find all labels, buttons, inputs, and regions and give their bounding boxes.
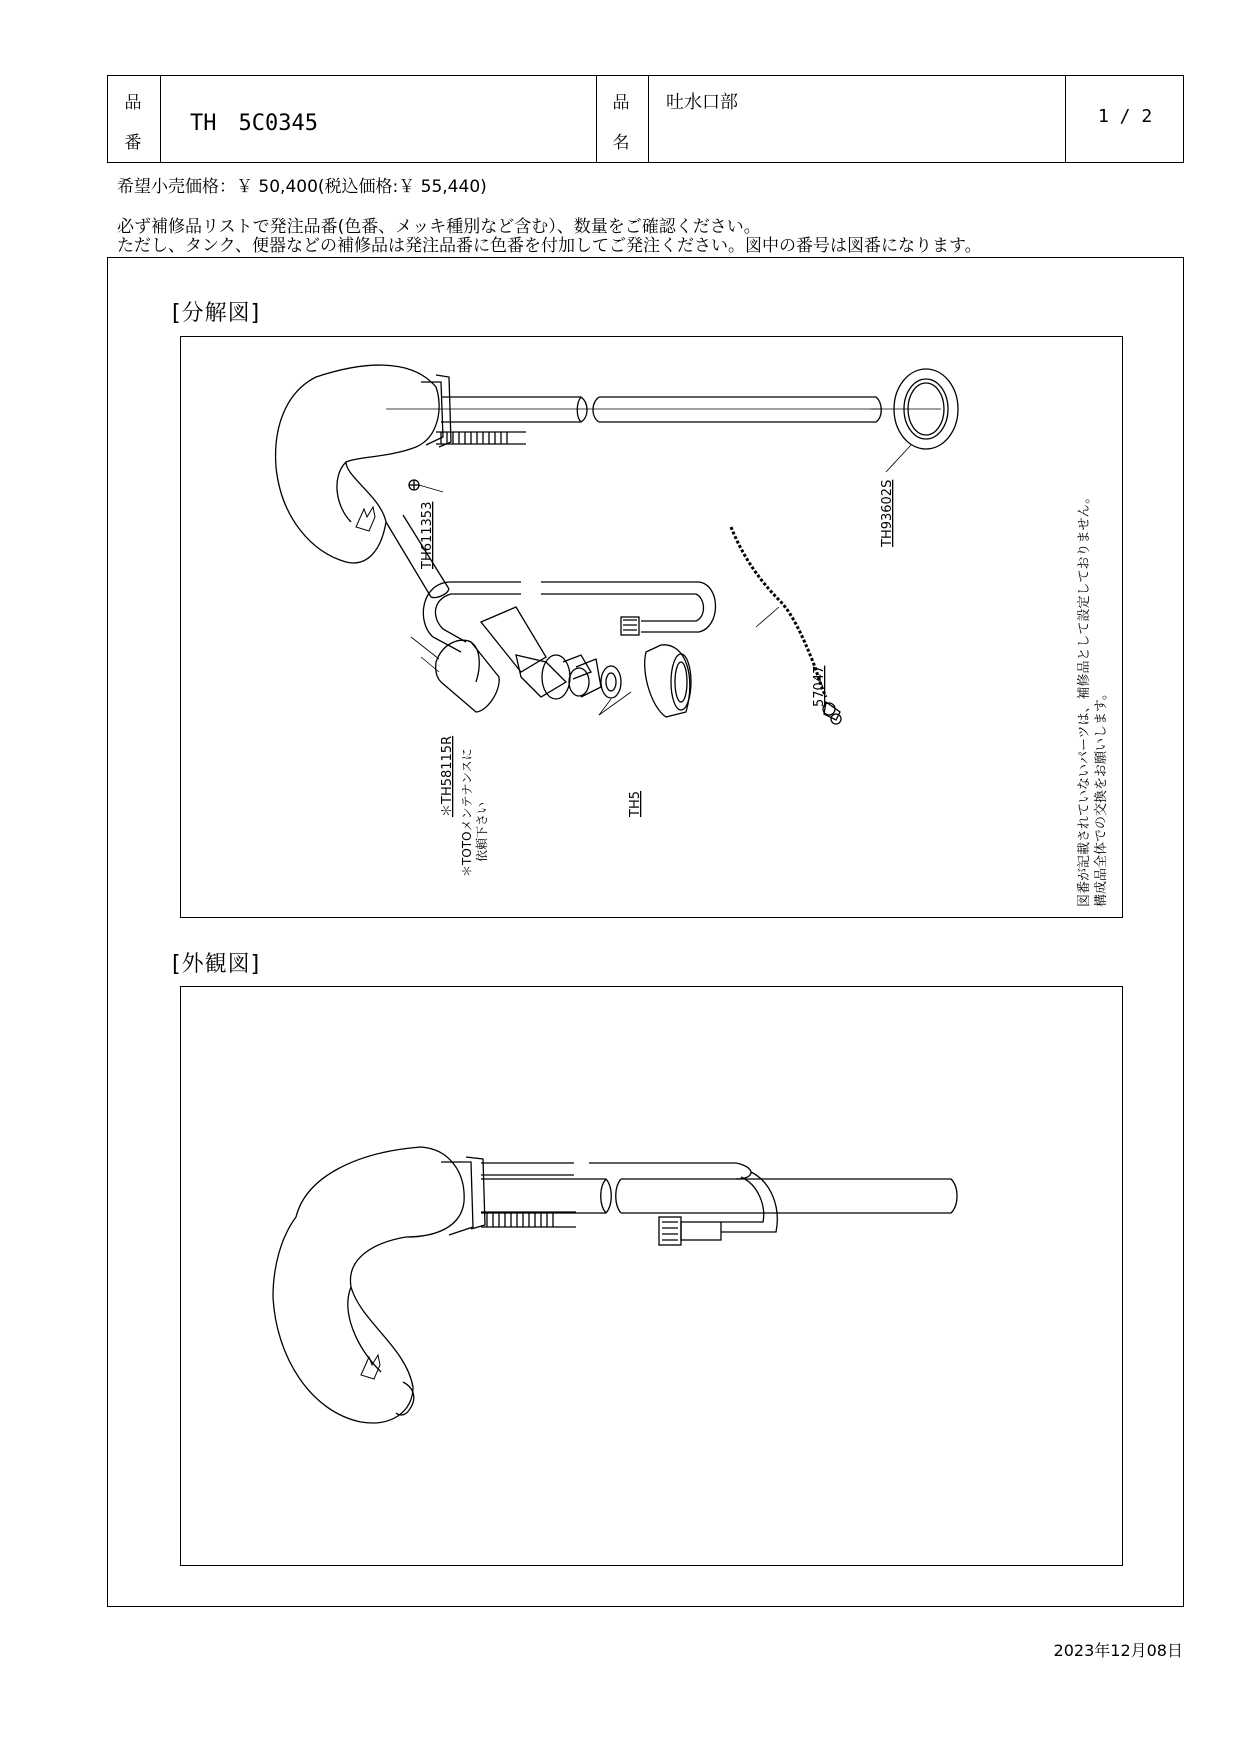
header-table (107, 75, 1184, 163)
divider (1065, 76, 1066, 162)
part-name-label-top: 品 (612, 93, 630, 113)
aerator-part (645, 645, 691, 717)
spout-body (273, 1147, 464, 1423)
sensor-hand-icon (356, 507, 375, 531)
note-line-1: 必ず補修品リストで発注品番(色番、メッキ種別など含む）、数量をご確認ください。 (117, 217, 761, 237)
maintenance-note-1: ＊TOTOメンテナンスに (460, 748, 474, 877)
part-no-label-bottom: 番 (124, 133, 142, 153)
part-label-screw: TH611353 (420, 501, 435, 569)
part-label-aerator: TH5 (628, 791, 643, 817)
exploded-view-panel (180, 336, 1123, 918)
ring-part (871, 369, 958, 472)
exterior-view-title: [外観図] (172, 952, 261, 977)
main-pipe (481, 1179, 957, 1213)
supply-hose (423, 582, 715, 652)
part-name-label-bottom: 名 (612, 133, 630, 153)
sensor-hand-icon (361, 1355, 380, 1379)
side-note-2: 構成品全体での交換をお願いします。 (1094, 687, 1109, 907)
part-number: TH 5C0345 (190, 111, 318, 136)
exploded-view-drawing (181, 337, 1121, 916)
issue-date: 2023年12月08日 (1053, 1641, 1183, 1660)
page-number: 1 / 2 (1098, 106, 1153, 127)
maintenance-note-2: 依頼下さい (475, 801, 489, 862)
sensor-cable (659, 1172, 777, 1245)
exterior-view-panel (180, 986, 1123, 1566)
screw-part (409, 480, 443, 492)
part-no-label-top: 品 (124, 93, 142, 113)
threaded-stem (481, 1212, 576, 1227)
note-line-2: ただし、タンク、便器などの補修品は発注品番に色番を付加してご発注ください。図中の番号は図番になります。 (117, 236, 982, 256)
washer-part (601, 666, 621, 698)
side-note-1: 図番が記載されていないパーツは、補修品として設定しておりません。 (1077, 490, 1092, 907)
part-label-sensor: ＊TH58115R (440, 735, 455, 817)
price-line: 希望小売価格：￥ 50,400(税込価格:￥ 55,440) (117, 177, 487, 197)
part-name: 吐水口部 (666, 92, 738, 113)
exterior-view-drawing (181, 987, 1121, 1564)
part-label-ring: TH93602S (880, 479, 895, 547)
divider (160, 76, 161, 162)
long-pipe (386, 397, 881, 422)
exploded-view-title: [分解図] (172, 301, 261, 326)
part-label-chain: 57047 (812, 665, 827, 707)
divider (648, 76, 649, 162)
